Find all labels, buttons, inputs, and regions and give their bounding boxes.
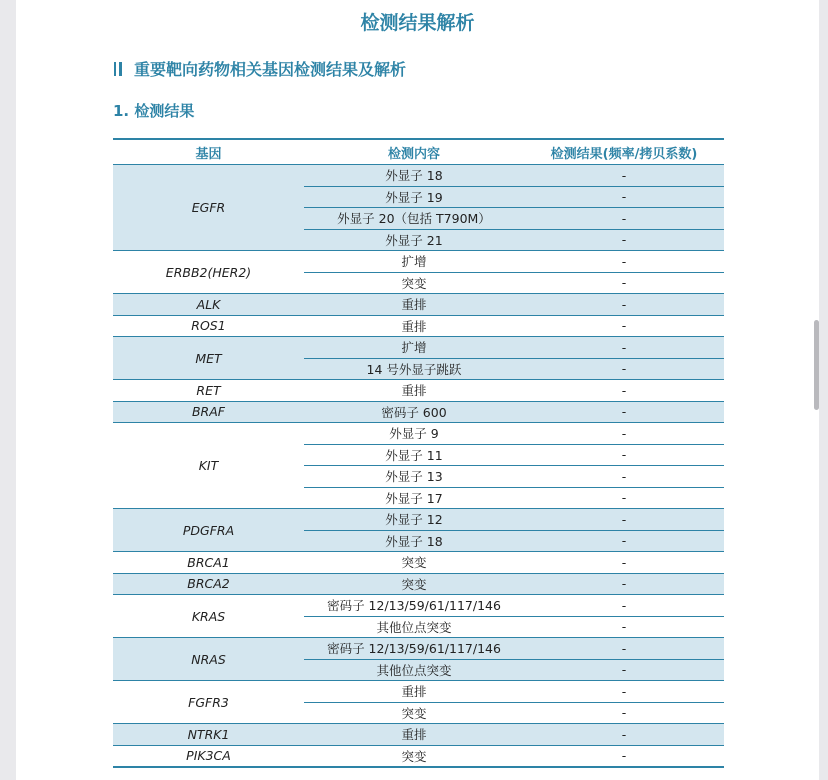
content-cell: 扩增: [304, 251, 524, 273]
section-title: 重要靶向药物相关基因检测结果及解析: [134, 60, 407, 79]
content-cell: 外显子 11: [304, 444, 524, 466]
gene-cell: ROS1: [113, 315, 304, 337]
content-cell: 外显子 18: [304, 165, 524, 187]
results-table: [113, 138, 724, 768]
content-cell: 其他位点突变: [304, 616, 524, 638]
result-cell: -: [524, 616, 724, 638]
section-marker-icon: [114, 62, 122, 76]
gene-cell: MET: [113, 337, 304, 380]
result-cell: -: [524, 681, 724, 703]
result-cell: -: [524, 229, 724, 251]
result-cell: -: [524, 509, 724, 531]
result-cell: -: [524, 423, 724, 445]
result-cell: -: [524, 659, 724, 681]
gene-cell: KRAS: [113, 595, 304, 638]
result-cell: -: [524, 208, 724, 230]
gene-cell: ALK: [113, 294, 304, 316]
table-body: [113, 165, 724, 768]
table-row: [113, 573, 724, 595]
table-row: [113, 509, 724, 531]
gene-cell: NRAS: [113, 638, 304, 681]
header-content: 检测内容: [304, 139, 524, 165]
result-cell: -: [524, 466, 724, 488]
table-row: [113, 423, 724, 445]
content-cell: 突变: [304, 573, 524, 595]
content-cell: 突变: [304, 745, 524, 767]
content-cell: 重排: [304, 380, 524, 402]
gene-cell: PDGFRA: [113, 509, 304, 552]
result-cell: -: [524, 487, 724, 509]
header-gene: 基因: [113, 139, 304, 165]
result-cell: -: [524, 724, 724, 746]
result-cell: -: [524, 294, 724, 316]
content-cell: 密码子 12/13/59/61/117/146: [304, 595, 524, 617]
content-cell: 突变: [304, 552, 524, 574]
result-cell: -: [524, 444, 724, 466]
result-cell: -: [524, 745, 724, 767]
scrollbar[interactable]: [814, 320, 819, 410]
table-row: [113, 745, 724, 767]
result-cell: -: [524, 272, 724, 294]
table-row: [113, 337, 724, 359]
content-cell: 突变: [304, 272, 524, 294]
result-cell: -: [524, 165, 724, 187]
table-row: [113, 315, 724, 337]
gene-cell: RET: [113, 380, 304, 402]
result-cell: -: [524, 315, 724, 337]
gene-cell: NTRK1: [113, 724, 304, 746]
header-result: 检测结果(频率/拷贝系数): [524, 139, 724, 165]
document-page: [16, 0, 819, 780]
content-cell: 密码子 12/13/59/61/117/146: [304, 638, 524, 660]
content-cell: 外显子 19: [304, 186, 524, 208]
subsection-title: 1. 检测结果: [113, 102, 195, 120]
page-title: 检测结果解析: [360, 12, 475, 34]
gene-cell: FGFR3: [113, 681, 304, 724]
result-cell: -: [524, 401, 724, 423]
content-cell: 外显子 21: [304, 229, 524, 251]
content-cell: 重排: [304, 681, 524, 703]
content-cell: 突变: [304, 702, 524, 724]
result-cell: -: [524, 358, 724, 380]
content-cell: 重排: [304, 294, 524, 316]
section-heading: [114, 57, 406, 80]
content-cell: 外显子 9: [304, 423, 524, 445]
table-row: [113, 724, 724, 746]
result-cell: -: [524, 638, 724, 660]
result-cell: -: [524, 552, 724, 574]
gene-cell: KIT: [113, 423, 304, 509]
table-row: [113, 552, 724, 574]
content-cell: 14 号外显子跳跃: [304, 358, 524, 380]
gene-cell: ERBB2(HER2): [113, 251, 304, 294]
result-cell: -: [524, 595, 724, 617]
content-cell: 其他位点突变: [304, 659, 524, 681]
content-cell: 外显子 13: [304, 466, 524, 488]
content-cell: 密码子 600: [304, 401, 524, 423]
gene-cell: BRAF: [113, 401, 304, 423]
table-row: [113, 595, 724, 617]
result-cell: -: [524, 337, 724, 359]
result-cell: -: [524, 530, 724, 552]
content-cell: 外显子 20（包括 T790M）: [304, 208, 524, 230]
table-row: [113, 681, 724, 703]
content-cell: 重排: [304, 315, 524, 337]
table-row: [113, 380, 724, 402]
table-row: [113, 251, 724, 273]
result-cell: -: [524, 186, 724, 208]
content-cell: 扩增: [304, 337, 524, 359]
table-row: [113, 638, 724, 660]
gene-cell: PIK3CA: [113, 745, 304, 767]
content-cell: 外显子 12: [304, 509, 524, 531]
result-cell: -: [524, 573, 724, 595]
table-row: [113, 165, 724, 187]
result-cell: -: [524, 251, 724, 273]
content-cell: 外显子 18: [304, 530, 524, 552]
content-cell: 外显子 17: [304, 487, 524, 509]
table-row: [113, 401, 724, 423]
result-cell: -: [524, 380, 724, 402]
gene-cell: BRCA2: [113, 573, 304, 595]
table-row: [113, 294, 724, 316]
content-cell: 重排: [304, 724, 524, 746]
gene-cell: BRCA1: [113, 552, 304, 574]
gene-cell: EGFR: [113, 165, 304, 251]
table-header-row: [113, 139, 724, 165]
result-cell: -: [524, 702, 724, 724]
